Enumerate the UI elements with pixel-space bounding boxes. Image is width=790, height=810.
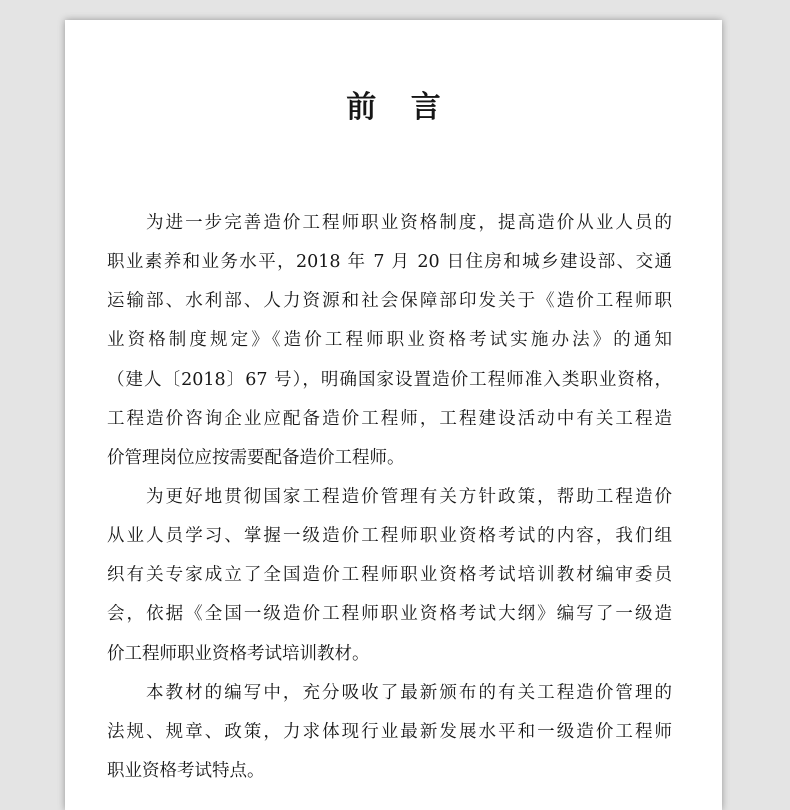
paragraph-line: （建人〔2018〕67 号），明确国家设置造价工程师准入类职业资格， [107,369,672,390]
paragraph-line: 价工程师职业资格考试培训教材。 [107,643,370,664]
paragraph-line: 法规、规章、政策，力求体现行业最新发展水平和一级造价工程师 [107,721,672,742]
paragraph-line: 为进一步完善造价工程师职业资格制度，提高造价从业人员的 [146,213,672,233]
paragraph-2 [107,478,672,674]
page-title: 前 言 [346,90,453,125]
preface-body [107,204,672,791]
paragraph-line: 为更好地贯彻国家工程造价管理有关方针政策，帮助工程造价 [146,486,672,507]
paragraph-line: 从业人员学习、掌握一级造价工程师职业资格考试的内容，我们组 [107,526,672,547]
paragraph-1 [107,204,672,478]
paragraph-line: 织有关专家成立了全国造价工程师职业资格考试培训教材编审委员 [107,565,672,586]
paragraph-line: 会，依据《全国一级造价工程师职业资格考试大纲》编写了一级造 [107,604,672,625]
paragraph-line: 职业素养和业务水平，2018 年 7 月 20 日住房和城乡建设部、交通 [107,252,672,273]
paragraph-3 [107,674,672,791]
paragraph-line: 运输部、水利部、人力资源和社会保障部印发关于《造价工程师职 [107,291,672,312]
paragraph-line: 价管理岗位应按需要配备造价工程师。 [107,447,405,468]
paragraph-line: 本教材的编写中，充分吸收了最新颁布的有关工程造价管理的 [146,682,672,703]
document-page [65,20,722,810]
paragraph-line: 职业资格考试特点。 [107,760,265,781]
paragraph-line: 业资格制度规定》《造价工程师职业资格考试实施办法》的通知 [107,330,672,351]
paragraph-line: 工程造价咨询企业应配备造价工程师，工程建设活动中有关工程造 [107,408,672,429]
